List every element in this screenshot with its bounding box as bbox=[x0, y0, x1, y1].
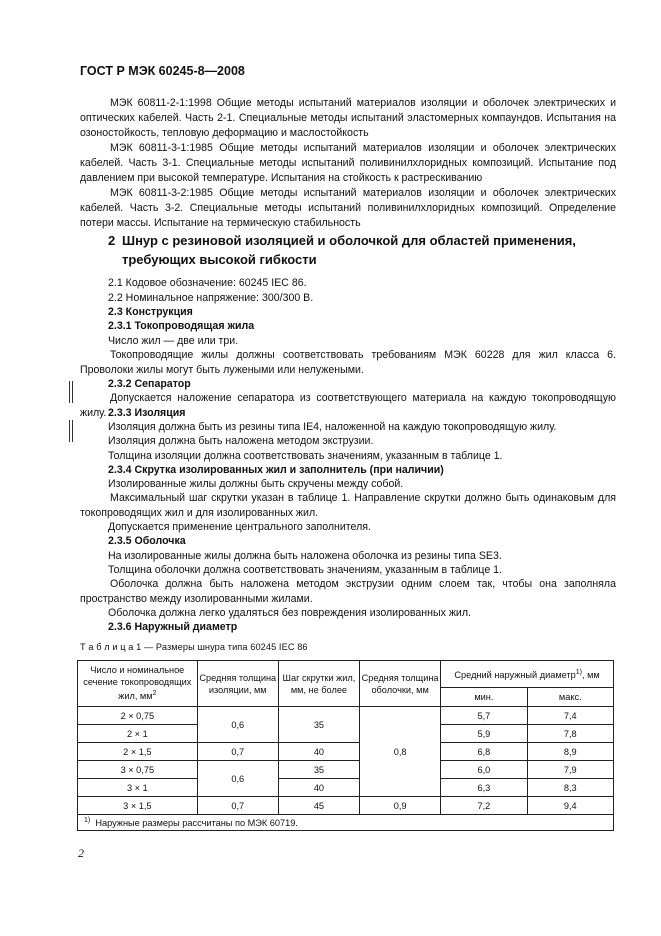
conductor-requirements: Токопроводящие жилы должны соответствовать требованиям МЭК 60228 для жил класса 6. Проволоки жилы могут быть лужеными или нелужеными. bbox=[80, 349, 616, 376]
conductor-count: Число жил — две или три. bbox=[108, 335, 239, 347]
table-row: 3 × 1,5 0,7 45 0,9 7,2 9,4 bbox=[78, 797, 614, 815]
document-header: ГОСТ Р МЭК 60245-8—2008 bbox=[80, 64, 245, 78]
section-title-line2: требующих высокой гибкости bbox=[122, 252, 317, 267]
section-title-line1: Шнур с резиновой изоляцией и оболочкой для областей применения, bbox=[122, 233, 576, 248]
table-row: 3 × 0,75 0,6 35 6,0 7,9 bbox=[78, 761, 614, 779]
table-footnote: $^{1)}$ Наружные размеры рассчитаны по МЭК 60719. bbox=[78, 815, 614, 831]
header-min: мин. bbox=[441, 688, 527, 707]
subsection-conductor: 2.3.1 Токопроводящая жила bbox=[108, 320, 255, 332]
dimensions-table bbox=[77, 660, 614, 831]
sheath-thickness: Толщина оболочки должна соответствовать значениям, указанным в таблице 1. bbox=[108, 564, 503, 576]
table-caption: Т а б л и ц а 1 — Размеры шнура типа 60245 IEC 86 bbox=[80, 642, 308, 652]
separator-text: Допускается наложение сепаратора из соответствующего материала на каждую токопроводящую жилу. bbox=[80, 392, 616, 419]
change-bar bbox=[69, 420, 70, 442]
table-row: 3 × 1 40 6,3 8,3 bbox=[78, 779, 614, 797]
change-bar bbox=[72, 420, 73, 442]
stranding-text: Изолированные жилы должны быть скручены между собой. bbox=[108, 478, 404, 490]
reference-60811-3-1: МЭК 60811-3-1:1985 Общие методы испытаний материалов изоляции и оболочек электрических кабелей. Часть 3-1. Специальные методы испытаний поливинилхлоридных композиций. Испытание под давлением при высокой температуре. Испытания на стойкость к растрескиванию bbox=[80, 142, 616, 184]
table-row: 2 × 1 5,9 7,8 bbox=[78, 725, 614, 743]
header-max: макс. bbox=[527, 688, 613, 707]
header-diameter: Средний наружный диаметр$^{1)}$, мм bbox=[441, 661, 614, 688]
header-insulation: Средняя толщина изоляции, мм bbox=[197, 661, 278, 707]
section-number: 2 bbox=[108, 233, 116, 248]
subsection-separator: 2.3.2 Сепаратор bbox=[108, 378, 191, 390]
insulation-thickness: Толщина изоляции должна соответствовать значениям, указанным в таблице 1. bbox=[108, 450, 503, 462]
code-designation: 2.1 Кодовое обозначение: 60245 IEC 86. bbox=[108, 277, 307, 289]
sheath-method: Оболочка должна быть наложена методом экструзии одним слоем так, чтобы она заполняла пространство между изолированными жилами. bbox=[80, 578, 616, 605]
change-bar bbox=[72, 381, 73, 403]
header-pitch: Шаг скрутки жил, мм, не более bbox=[278, 661, 359, 707]
insulation-method: Изоляция должна быть наложена методом экструзии. bbox=[108, 435, 374, 447]
insulation-material: Изоляция должна быть из резины типа IE4, наложенной на каждую токопроводящую жилу. bbox=[108, 421, 557, 433]
sheath-material: На изолированные жилы должна быть наложена оболочка из резины типа SE3. bbox=[108, 550, 502, 562]
subsection-sheath: 2.3.5 Оболочка bbox=[108, 535, 186, 547]
central-filler: Допускается применение центрального заполнителя. bbox=[108, 521, 371, 533]
reference-60811-2-1: МЭК 60811-2-1:1998 Общие методы испытаний материалов изоляции и оболочек электрических и оптических кабелей. Часть 2-1. Специальные методы испытаний эластомерных компаундов. Испытания на озоностойкость, тепловую деформацию и маслостойкость bbox=[80, 97, 616, 139]
rated-voltage: 2.2 Номинальное напряжение: 300/300 В. bbox=[108, 292, 314, 304]
page-number: 2 bbox=[78, 846, 84, 860]
change-bar bbox=[69, 381, 70, 403]
header-cores: Число и номинальное сечение токопроводящих жил, $мм^2$ bbox=[78, 661, 198, 707]
sheath-removal: Оболочка должна легко удаляться без повреждения изолированных жил. bbox=[108, 607, 471, 619]
table-footnote-row bbox=[78, 815, 614, 831]
subsection-outer-diameter: 2.3.6 Наружный диаметр bbox=[108, 621, 238, 633]
table-row: 2 × 0,75 0,6 35 0,8 5,7 7,4 bbox=[78, 707, 614, 725]
reference-60811-3-2: МЭК 60811-3-2:1985 Общие методы испытаний материалов изоляции и оболочек электрических кабелей. Часть 3-2. Специальные методы испытаний поливинилхлоридных композиций. Определение потери массы. Испытание на термическую стабильность bbox=[80, 187, 616, 229]
subsection-insulation: 2.3.3 Изоляция bbox=[108, 407, 186, 419]
section-heading bbox=[108, 231, 608, 269]
header-sheath: Средняя толщина оболочки, мм bbox=[360, 661, 441, 707]
subsection-construction: 2.3 Конструкция bbox=[108, 306, 193, 318]
stranding-pitch: Максимальный шаг скрутки указан в таблице 1. Направление скрутки должно быть одинаковым для токопроводящих жил и для изолированных жил. bbox=[80, 492, 616, 519]
table-row: 2 × 1,5 0,7 40 6,8 8,9 bbox=[78, 743, 614, 761]
subsection-stranding: 2.3.4 Скрутка изолированных жил и заполнитель (при наличии) bbox=[108, 464, 444, 476]
